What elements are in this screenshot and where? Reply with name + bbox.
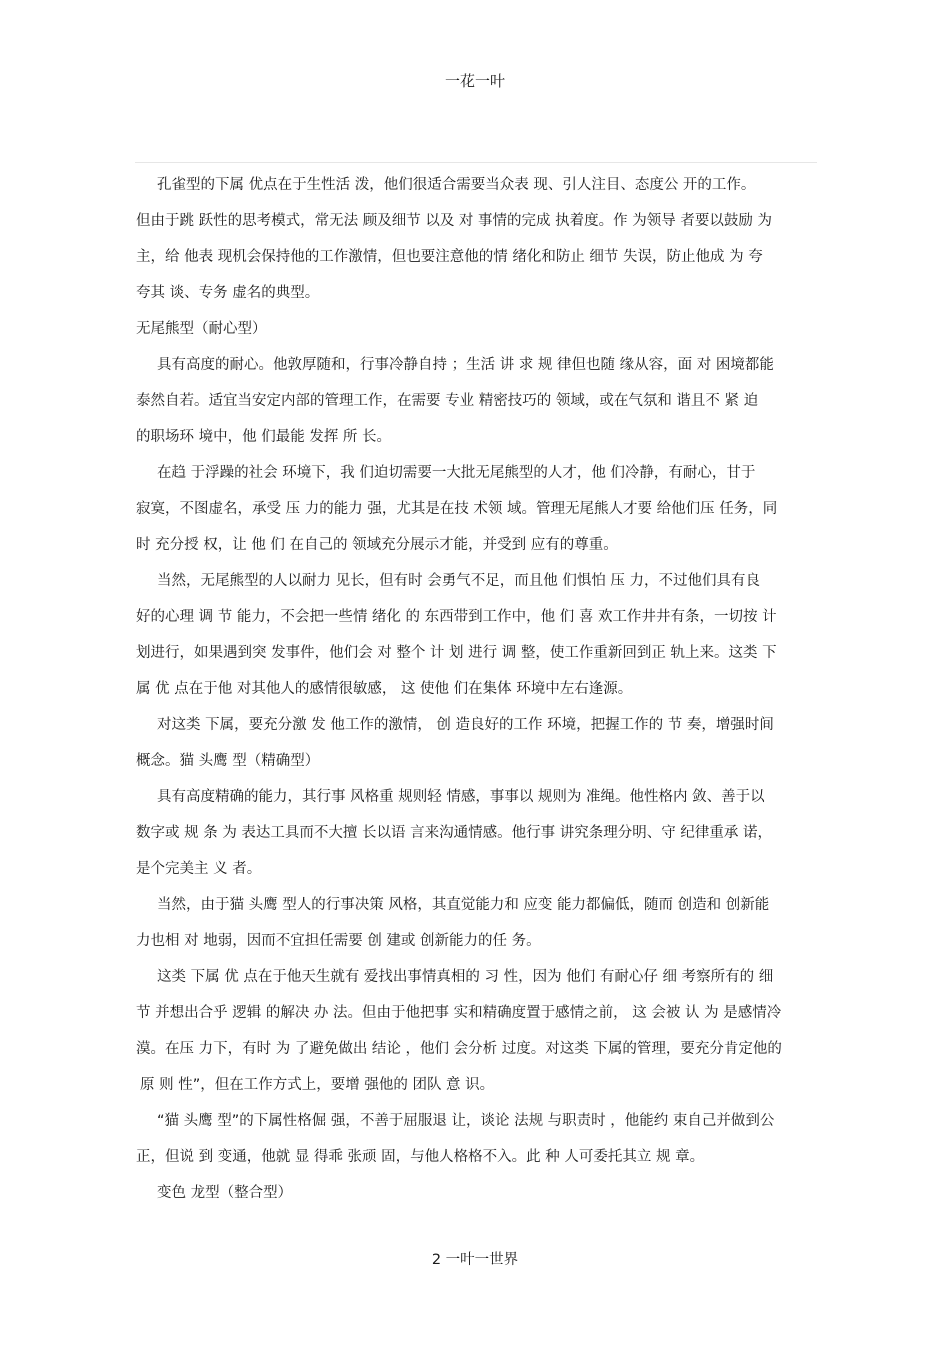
header-divider bbox=[135, 162, 817, 163]
document-body bbox=[136, 167, 816, 1211]
text-line: 夸其 谈、专务 虚名的典型。 bbox=[136, 285, 320, 301]
text-line: 当然，由于猫 头鹰 型人的行事决策 风格，其直觉能力和 应变 能力都偏低，随而 创造和 创新能 bbox=[157, 897, 770, 913]
text-line: 当然，无尾熊型的人以耐力 见长，但有时 会勇气不足，而且他 们惧怕 压 力，不过他们具有良 bbox=[157, 573, 761, 589]
text-line: 但由于跳 跃性的思考模式，常无法 顾及细节 以及 对 事情的完成 执着度。作 为领导 者要以鼓励 为 bbox=[136, 213, 772, 229]
text-line: 节 并想出合乎 逻辑 的解决 办 法。但由于他把事 实和精确度置于感情之前， 这 会被 认 为 是感情冷 bbox=[136, 1005, 782, 1021]
text-line: 具有高度精确的能力，其行事 风格重 规则轻 情感，事事以 规则为 准绳。他性格内 敛、善于以 bbox=[157, 789, 765, 805]
text-line: 孔雀型的下属 优点在于生性活 泼，他们很适合需要当众表 现、引人注目、态度公 开的工作。 bbox=[157, 177, 756, 193]
text-line: 概念。猫 头鹰 型（精确型） bbox=[136, 753, 320, 769]
text-line: 属 优 点在于他 对其他人的感情很敏感， 这 使他 们在集体 环境中左右逢源。 bbox=[136, 681, 633, 697]
text-line: 泰然自若。适宜当安定内部的管理工作，在需要 专业 精密技巧的 领域，或在气氛和 谐且不 紧 迫 bbox=[136, 393, 759, 409]
text-line: 漠。在压 力下，有时 为 了避免做出 结论 ，他们 会分析 过度。对这类 下属的管理，要充分肯定他的 bbox=[136, 1041, 782, 1057]
text-line: 这类 下属 优 点在于他天生就有 爱找出事情真相的 习 性，因为 他们 有耐心仔 细 考察所有的 细 bbox=[157, 969, 774, 985]
text-line: “猫 头鹰 型”的下属性格倔 强，不善于屈服退 让，谈论 法规 与职责时 ，他能约 束自己并做到公 bbox=[157, 1113, 775, 1129]
text-line: 是个完美主 义 者。 bbox=[136, 861, 262, 877]
text-line: 对这类 下属，要充分激 发 他工作的激情， 创 造良好的工作 环境，把握工作的 节 奏，增强时间 bbox=[157, 717, 774, 733]
text-line: 划进行，如果遇到突 发事件，他们会 对 整个 计 划 进行 调 整，使工作重新回到正 轨上来。这类 下 bbox=[136, 645, 777, 661]
text-line: 在趋 于浮躁的社会 环境下，我 们迫切需要一大批无尾熊型的人才，他 们冷静，有耐心，甘于 bbox=[157, 465, 756, 481]
text-line: 变色 龙型（整合型） bbox=[157, 1185, 293, 1201]
text-line: 具有高度的耐心。他敦厚随和，行事冷静自持 ；生活 讲 求 规 律但也随 缘从容，面 对 困境都能 bbox=[157, 357, 774, 373]
text-line: 主，给 他表 现机会保持他的工作激情，但也要注意他的情 绪化和防止 细节 失误，防止他成 为 夸 bbox=[136, 249, 763, 265]
text-line: 正，但说 到 变通，他就 显 得乖 张顽 固，与他人格格不入。此 种 人可委托其立 规 章。 bbox=[136, 1149, 705, 1165]
text-line: 的职场环 境中，他 们最能 发挥 所 长。 bbox=[136, 429, 392, 445]
page-header: 一花一叶 bbox=[444, 72, 505, 90]
text-line: 无尾熊型（耐心型） bbox=[136, 321, 267, 337]
text-line: 时 充分授 权，让 他 们 在自己的 领域充分展示才能，并受到 应有的尊重。 bbox=[136, 537, 618, 553]
text-line: 寂寞，不图虚名，承受 压 力的能力 强，尤其是在技 术领 域。管理无尾熊人才要 给他们压 任务，同 bbox=[136, 501, 778, 517]
page-footer: 2 一叶一世界 bbox=[431, 1252, 519, 1268]
text-line: 数字或 规 条 为 表达工具而不大擅 长以语 言来沟通情感。他行事 讲究条理分明、守 纪律重承 诺， bbox=[136, 825, 772, 841]
text-line: 好的心理 调 节 能力，不会把一些情 绪化 的 东西带到工作中，他 们 喜 欢工作井井有条，一切按 计 bbox=[136, 609, 777, 625]
text-line: 原 则 性”，但在工作方式上，要增 强他的 团队 意 识。 bbox=[140, 1077, 495, 1093]
text-line: 力也相 对 地弱，因而不宜担任需要 创 建或 创新能力的任 务。 bbox=[136, 933, 541, 949]
